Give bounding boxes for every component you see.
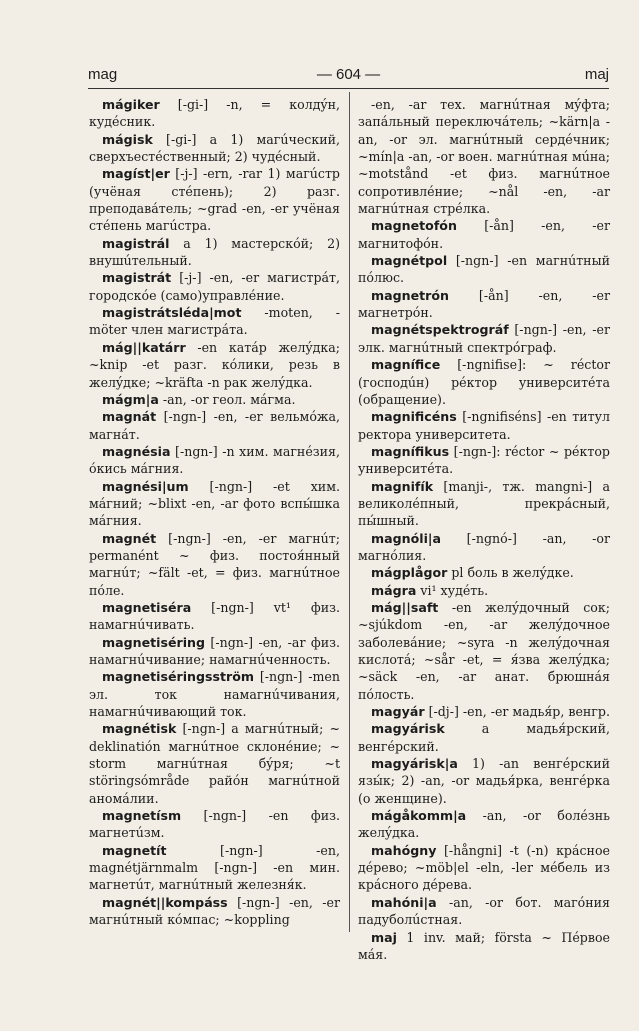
dictionary-entry xyxy=(358,599,610,703)
entry-definition: 1) -an венгéрский язы́к; 2) -an, -or мадья́рка, венгéрка (о женщине). xyxy=(358,756,610,806)
entry-definition: [-ngn-] -en, magnétjärnmalm [-ngn-] -en мин. магнетúт, магнúтный железня́к. xyxy=(89,842,340,893)
entry-headword: mágåkomm|a xyxy=(371,808,467,824)
entry-definition: [-ngn-] -en, -er магнúтный кóмпас; ~koppling xyxy=(89,894,340,928)
dictionary-entry xyxy=(89,720,340,807)
entry-definition: [-ngn-] -en, -er магнúт; permanént ~ физ. постоя́нный магнúт; ~fält -et, = физ. магнúтное пóле. xyxy=(89,530,340,598)
column-divider xyxy=(349,92,350,932)
entry-definition: [-ngn-] -men эл. ток намагнúчивания, намагнúчивающий ток. xyxy=(89,669,340,720)
dictionary-entry xyxy=(358,443,610,478)
entry-headword: magistrát xyxy=(102,270,172,286)
entry-definition: -en желýдочный сок; ~sjúkdom -en, -ar желýдочное заболевáние; ~syra -n желýдочная кислотá; ~sår -et, = я́зва желýдка; ~säck -en, -ar анат. брюшнáя пóлость. xyxy=(358,599,610,702)
entry-definition: pl боль в желýдке. xyxy=(447,565,574,581)
dictionary-entry xyxy=(89,530,340,599)
dictionary-entry xyxy=(89,269,340,304)
entry-headword: mágplågor xyxy=(371,565,448,581)
entry-headword: mágiker xyxy=(102,97,160,112)
dictionary-entry xyxy=(358,894,610,929)
entry-headword: magnetiséra xyxy=(102,599,192,615)
entry-headword: mágra xyxy=(371,582,417,598)
entry-definition: vi¹ худéть. xyxy=(416,582,489,598)
dictionary-entry xyxy=(89,131,340,166)
dictionary-entry xyxy=(89,842,340,894)
entry-headword: mágisk xyxy=(102,131,153,147)
dictionary-entry xyxy=(89,339,340,391)
dictionary-entry xyxy=(358,807,610,842)
entry-definition: [-gi-] -n, = колдýн, кудéсник. xyxy=(89,97,340,130)
entry-definition: -an, -or геол. мáгма. xyxy=(158,391,296,407)
right-column xyxy=(358,96,610,963)
entry-definition: [-ngnó-] -an, -or магнóлия. xyxy=(358,530,610,563)
dictionary-entry xyxy=(358,252,610,287)
entry-headword: mahógny xyxy=(371,842,437,858)
entry-headword: mágm|a xyxy=(102,391,159,407)
dictionary-entry xyxy=(358,703,610,720)
entry-headword: magnífice xyxy=(371,357,441,373)
entry-headword: magnetofón xyxy=(371,218,457,234)
entry-definition: [-ngn-] -en, -er вельмóжа, магнáт. xyxy=(89,409,340,442)
dictionary-entry xyxy=(358,564,610,581)
entry-headword: magnét xyxy=(102,530,157,546)
entry-headword: magíst|er xyxy=(102,166,170,182)
left-column xyxy=(89,96,340,929)
entry-headword: magnifík xyxy=(371,478,434,494)
entry-definition: a мадья́рский, венгéрский. xyxy=(358,721,610,754)
entry-definition: [-ngn-] -et хим. мáгний; ~blixt -en, -ar фото вспы́шка мáгния. xyxy=(89,478,340,529)
entry-definition: [-j-] -en, -er магистрáт, городскóе (само)управлéние. xyxy=(89,270,340,303)
header-rule xyxy=(88,88,609,89)
entry-definition: [-ngn-] -en, -er элк. магнúтный спектрóграф. xyxy=(358,322,610,355)
entry-definition: -moten, -möter член магистрáта. xyxy=(89,305,340,338)
dictionary-entry xyxy=(358,720,610,755)
entry-headword: magnési|um xyxy=(102,478,189,494)
entry-headword: magyárisk xyxy=(371,721,445,737)
dictionary-entry xyxy=(358,755,610,807)
dictionary-entry xyxy=(89,807,340,842)
dictionary-entry xyxy=(358,478,610,530)
dictionary-entry xyxy=(89,634,340,669)
entry-headword: magnóli|a xyxy=(371,530,441,546)
entry-definition: -an, -or болéзнь желýдка. xyxy=(358,808,610,841)
entry-definition: -an, -or бот. магóния падуболúстная. xyxy=(358,894,610,928)
entry-headword: magnificéns xyxy=(371,409,457,425)
page-number: — 604 — xyxy=(316,66,381,83)
dictionary-entry xyxy=(358,96,610,217)
entry-definition: [-j-] -ern, -rar 1) магúстр (учёная стéпень); 2) разг. преподавáтель; ~grad -en, -er учёная стéпень магúстра. xyxy=(89,166,340,234)
entry-headword: magnetít xyxy=(102,842,167,858)
entry-definition: [-ngn-] vt¹ физ. намагнúчивать. xyxy=(89,599,340,633)
entry-headword: magnetrón xyxy=(371,287,449,303)
entry-definition: [-ngn-] -en, -ar физ. намагнúчивание; намагнúченность. xyxy=(89,634,340,667)
entry-headword: magyár xyxy=(371,704,425,720)
entry-definition: [-ån] -en, -er магнетрóн. xyxy=(358,287,610,321)
entry-headword: magyárisk|a xyxy=(371,756,458,772)
entry-definition: [-ngn-] -n хим. магнéзия, óкись мáгния. xyxy=(89,443,340,477)
dictionary-entry xyxy=(358,530,610,565)
header-left-guide-word: mag xyxy=(88,66,118,83)
entry-definition: [-ån] -en, -er магнитофóн. xyxy=(358,218,610,251)
page-header xyxy=(88,66,609,88)
header-right-guide-word: maj xyxy=(584,66,609,83)
dictionary-entry xyxy=(358,217,610,252)
entry-definition: [-ngn-] a магнúтный; ~ deklinatión магнúтное склонéние; ~ storm магнúтная бýря; ~t störingsómråde райóн магнúтной аномáлии. xyxy=(89,721,340,806)
entry-headword: mág||saft xyxy=(371,599,439,615)
entry-headword: mahóni|a xyxy=(371,894,437,910)
entry-definition: [-ngn-] -en магнúтный пóлюс. xyxy=(358,253,610,286)
entry-headword: magistrátsléda|mot xyxy=(102,305,242,321)
entry-definition: [-gi-] a 1) магúческий, сверхъестéственный; 2) чудéсный. xyxy=(89,131,340,165)
dictionary-entry xyxy=(89,391,340,408)
dictionary-entry xyxy=(358,321,610,356)
dictionary-entry xyxy=(358,842,610,894)
dictionary-entry xyxy=(89,235,340,270)
dictionary-entry xyxy=(89,165,340,234)
dictionary-entry xyxy=(358,287,610,322)
entry-headword: magnetísm xyxy=(102,808,182,824)
entry-headword: magnetiséring xyxy=(102,634,206,650)
dictionary-entry xyxy=(358,929,610,964)
dictionary-entry xyxy=(89,478,340,530)
entry-definition: [-ngnifiséns] -en титул ректора университета. xyxy=(358,409,610,442)
entry-definition: [manji-, тж. mangni-] a великолéпный, прекрáсный, пы́шный. xyxy=(358,478,610,529)
entry-definition: -en катáр желýдка; ~knip -et разг. кóлики, резь в желýдке; ~kräfta -n рак желýдка. xyxy=(89,339,340,390)
entry-headword: magnét||kompáss xyxy=(102,894,228,910)
entry-definition: a 1) мастерскóй; 2) внушúтельный. xyxy=(89,235,340,269)
entry-headword: magnát xyxy=(102,409,157,425)
entry-definition: -en, -ar тех. магнúтная мýфта; запáльный переключáтель; ~kärn|a -an, -or эл. магнúтный сердéчник; ~mín|a -an, -or воен. магнúтная мúна; ~motstånd -et физ. магнúтное сопротивлéние; ~nål -en, -ar магнúтная стрéлка. xyxy=(358,97,610,217)
entry-headword: magnétpol xyxy=(371,253,448,269)
entry-headword: magnétisk xyxy=(102,721,177,737)
dictionary-entry xyxy=(358,408,610,443)
entry-headword: magnífikus xyxy=(371,443,450,459)
entry-headword: mág||katárr xyxy=(102,339,186,355)
entry-definition: [-dj-] -en, -er мадья́р, венгр. xyxy=(424,704,610,720)
dictionary-entry xyxy=(89,894,340,929)
dictionary-entry xyxy=(358,582,610,599)
entry-definition: [-hångni] -t (-n) крáсное дéрево; ~möb|el -eln, -ler мéбель из крáсного дéрева. xyxy=(358,842,610,893)
entry-headword: maj xyxy=(371,929,397,945)
entry-headword: magnetiséringsström xyxy=(102,669,255,685)
entry-definition: 1 inv. май; första ~ Пéрвое мáя. xyxy=(358,929,610,962)
entry-definition: [-ngnifise]: ~ réctor (господúн) рéктор университéта (обращение). xyxy=(358,357,610,407)
dictionary-entry xyxy=(89,304,340,339)
entry-headword: magistrál xyxy=(102,235,170,251)
entry-definition: [-ngn-]: réctor ~ рéктор университéта. xyxy=(358,443,610,477)
dictionary-entry xyxy=(89,443,340,478)
entry-headword: magnétspektrográf xyxy=(371,322,509,338)
dictionary-entry xyxy=(89,408,340,443)
dictionary-entry xyxy=(89,668,340,720)
dictionary-entry xyxy=(358,356,610,408)
dictionary-entry xyxy=(89,599,340,634)
dictionary-entry xyxy=(89,96,340,131)
entry-headword: magnésia xyxy=(102,443,171,459)
entry-definition: [-ngn-] -en физ. магнетúзм. xyxy=(89,808,340,841)
